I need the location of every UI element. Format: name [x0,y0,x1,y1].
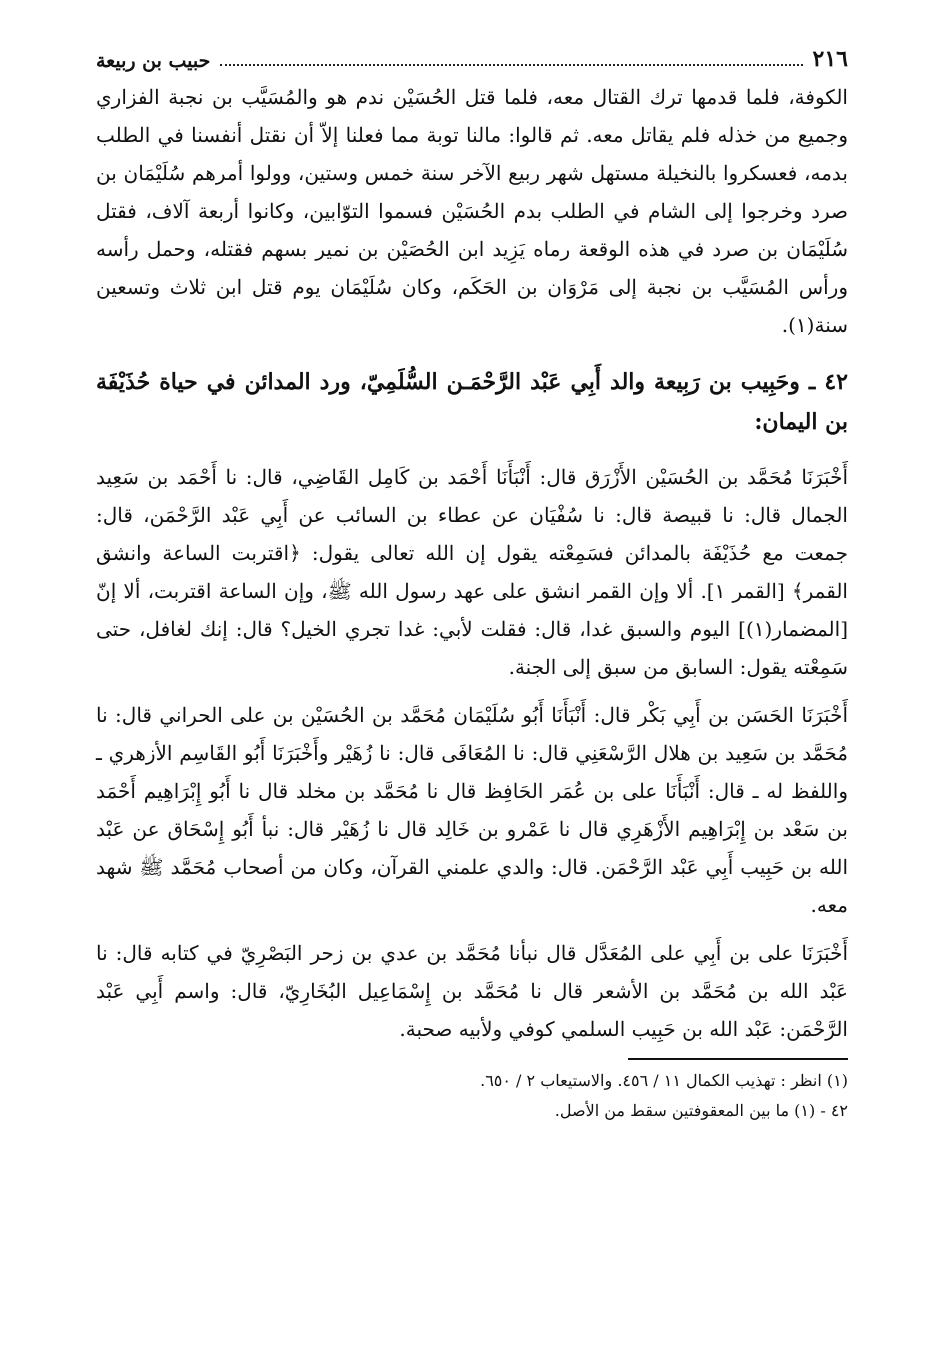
footnote-separator [628,1058,848,1060]
header-leader-dots [220,64,802,66]
paragraph-3: أَخْبَرَنَا على بن أَبِي على المُعَدَّل قال نبأنا مُحَمَّد بن عدي بن زحر البَصْرِيّ في كتابه قال: نا عَبْد الله بن مُحَمَّد بن الأشعر قال نا مُحَمَّد بن إِسْمَاعِيل البُخَارِيّ، قال: واسم أَبِي عَبْد الرَّحْمَن: عَبْد الله بن حَبِيب السلمي كوفي ولأبيه صحبة. [96,941,848,1041]
book-page [96,38,848,1338]
section-heading: ٤٢ ـ وحَبِيب بن رَبِيعة والد أَبِي عَبْد الرَّحْمَـن السُّلَمِيّ، ورد المدائن في حياة حُذَيْفَة بن اليمان: [96,369,848,435]
paragraph-2: أَخْبَرَنَا الحَسَن بن أَبِي بَكْر قال: أَنْبَأَنَا أَبُو سُلَيْمَان مُحَمَّد بن الحُسَيْن بن على الحراني قال: نا مُحَمَّد بن سَعِيد بن هلال الرَّسْعَنِي قال: نا المُعَافَى قال: نا زُهَيْر وأَخْبَرَنَا أَبُو القَاسِم الأزهري ـ واللفظ له ـ قال: أَنْبَأَنَا على بن عُمَر الحَافِظ قال نا مُحَمَّد بن مخلد قال نا أَبُو إِبْرَاهِيم أَحْمَد بن سَعْد بن إِبْرَاهِيم الأَزْهَرِي قال نا عَمْرو بن خَالِد قال نا زُهَيْر قال: نبأ أَبُو إِسْحَاق عن عَبْد الله بن حَبِيب أَبِي عَبْد الرَّحْمَن. قال: والدي علمني القرآن، وكان من أصحاب مُحَمَّد ﷺ شهد معه. [96,703,848,917]
paragraph-1: أَخْبَرَنَا مُحَمَّد بن الحُسَيْن الأَزْرَق قال: أَنْبَأَنَا أَحْمَد بن كَامِل القَاضِي، قال: نا أَحْمَد بن سَعِيد الجمال قال: نا قبيصة قال: نا سُفْيَان عن عطاء بن السائب عن أَبِي عَبْد الرَّحْمَن، قال: جمعت مع حُذَيْفَة بالمدائن فسَمِعْته يقول إن الله تعالى يقول: ﴿اقتربت الساعة وانشق القمر﴾ [القمر ١]. ألا وإن القمر انشق على عهد رسول الله ﷺ، وإن الساعة اقتربت، ألا إنّ [المضمار(١)] اليوم والسبق غدا، قال: فقلت لأبي: غدا تجري الخيل؟ قال: إنك لغافل، حتى سَمِعْته يقول: السابق من سبق إلى الجنة. [96,465,848,679]
footnote-2: ٤٢ - (١) ما بين المعقوفتين سقط من الأصل. [554,1101,848,1120]
footnote-1: (١) انظر : تهذيب الكمال ١١ / ٤٥٦. والاستيعاب ٢ / ٦٥٠. [480,1071,848,1090]
paragraph-continuation: الكوفة، فلما قدمها ترك القتال معه، فلما قتل الحُسَيْن ندم هو والمُسَيَّب بن نجبة الفزاري وجميع من خذله فلم يقاتل معه. ثم قالوا: مالنا توبة مما فعلنا إلاّ أن نقتل أنفسنا في الطلب بدمه، فعسكروا بالنخيلة مستهل شهر ربيع الآخر سنة خمس وستين، وولوا أمرهم سُلَيْمَان بن صرد وخرجوا إلى الشام في الطلب بدم الحُسَيْن فسموا التوّابين، وكانوا أربعة آلاف، فقتل سُلَيْمَان بن صرد في هذه الوقعة رماه يَزِيد ابن الحُصَيْن بن نمير بسهم فقتله، وحمل رأسه ورأس المُسَيَّب بن نجبة إلى مَرْوَان بن الحَكَم، وكان سُلَيْمَان يوم قتل ابن ثلاث وتسعين سنة(١). [96,85,848,337]
running-header [96,38,848,72]
page-number: ٢١٦ [812,46,848,72]
running-title: حبيب بن ربيعة [96,50,211,72]
